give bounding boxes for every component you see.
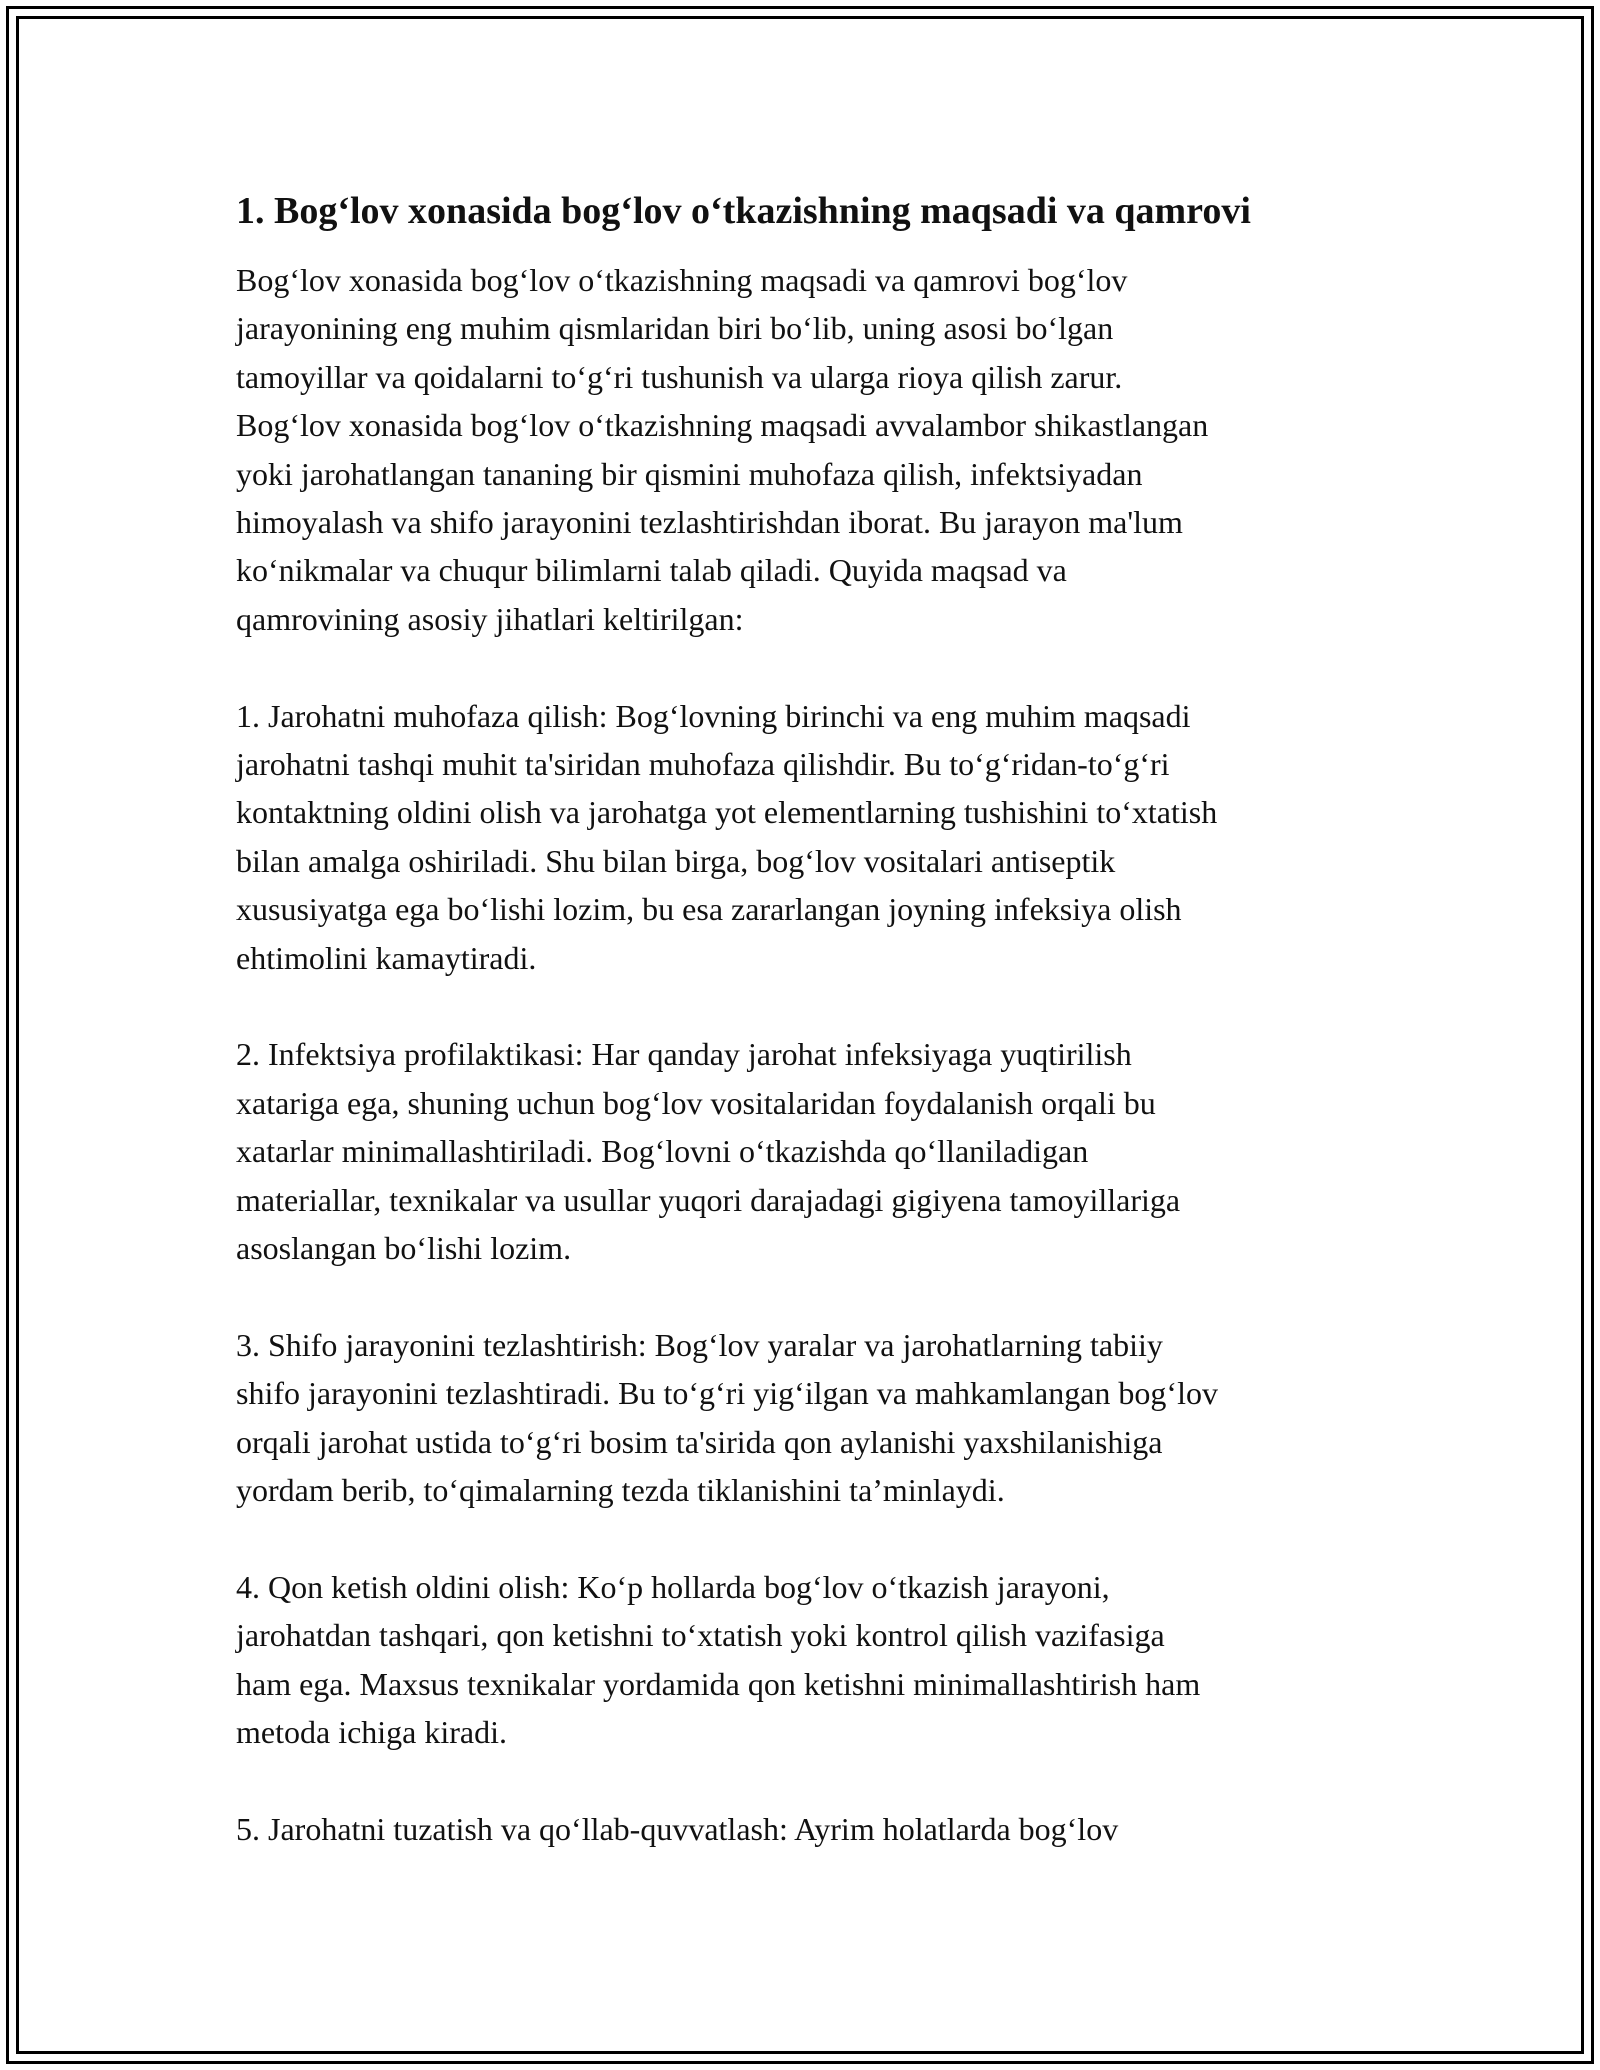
paragraph-gap: [236, 643, 1376, 691]
text-line: ko‘nikmalar va chuqur bilimlarni talab qiladi. Quyida maqsad va: [236, 552, 1067, 589]
paragraph-item-4: [236, 1563, 1376, 1757]
text-line: yoki jarohatlangan tananing bir qismini muhofaza qilish, infektsiyadan: [236, 455, 1143, 492]
text-line: 2. Infektsiya profilaktikasi: Har qanday jarohat infeksiyaga yuqtirilish: [236, 1036, 1132, 1073]
text-line: 1. Jarohatni muhofaza qilish: Bog‘lovning birinchi va eng muhim maqsadi: [236, 697, 1191, 734]
paragraph-item-5: [236, 1805, 1376, 1853]
document-body: [236, 186, 1376, 1853]
paragraph-item-2: [236, 1030, 1376, 1272]
text-line: materiallar, texnikalar va usullar yuqori darajadagi gigiyena tamoyillariga: [236, 1181, 1181, 1218]
text-line: Bog‘lov xonasida bog‘lov o‘tkazishning maqsadi avvalambor shikastlangan: [236, 407, 1209, 444]
paragraph-item-3: [236, 1321, 1376, 1515]
text-line: orqali jarohat ustida to‘g‘ri bosim ta'sirida qon aylanishi yaxshilanishiga: [236, 1423, 1163, 1460]
paragraph-gap: [236, 982, 1376, 1030]
text-line: jarayonining eng muhim qismlaridan biri bo‘lib, uning asosi bo‘lgan: [236, 310, 1114, 347]
text-line: 4. Qon ketish oldini olish: Ko‘p hollarda bog‘lov o‘tkazish jarayoni,: [236, 1568, 1110, 1605]
text-line: bilan amalga oshiriladi. Shu bilan birga, bog‘lov vositalari antiseptik: [236, 842, 1116, 879]
text-line: shifo jarayonini tezlashtiradi. Bu to‘g‘ri yig‘ilgan va mahkamlangan bog‘lov: [236, 1375, 1218, 1412]
text-line: himoyalash va shifo jarayonini tezlashtirishdan iborat. Bu jarayon ma'lum: [236, 504, 1183, 541]
text-line: jarohatni tashqi muhit ta'siridan muhofaza qilishdir. Bu to‘g‘ridan-to‘g‘ri: [236, 746, 1170, 783]
text-line: xususiyatga ega bo‘lishi lozim, bu esa zararlangan joyning infeksiya olish: [236, 891, 1182, 928]
text-line: qamrovining asosiy jihatlari keltirilgan:: [236, 600, 744, 637]
text-line: xatarlar minimallashtiriladi. Bog‘lovni o‘tkazishda qo‘llaniladigan: [236, 1133, 1089, 1170]
text-line: 5. Jarohatni tuzatish va qo‘llab-quvvatlash: Ayrim holatlarda bog‘lov: [236, 1810, 1119, 1847]
text-line: asoslangan bo‘lishi lozim.: [236, 1230, 572, 1267]
text-line: yordam berib, to‘qimalarning tezda tiklanishini ta’minlaydi.: [236, 1472, 1005, 1509]
paragraph-intro: [236, 256, 1376, 643]
text-line: ham ega. Maxsus texnikalar yordamida qon ketishni minimallashtirish ham: [236, 1665, 1201, 1702]
text-line: 3. Shifo jarayonini tezlashtirish: Bog‘lov yaralar va jarohatlarning tabiiy: [236, 1326, 1163, 1363]
text-line: Bog‘lov xonasida bog‘lov o‘tkazishning maqsadi va qamrovi bog‘lov: [236, 262, 1128, 298]
paragraph-gap: [236, 1757, 1376, 1805]
text-line: xatariga ega, shuning uchun bog‘lov vositalaridan foydalanish orqali bu: [236, 1084, 1156, 1121]
text-line: kontaktning oldini olish va jarohatga yot elementlarning tushishini to‘xtatish: [236, 794, 1218, 831]
paragraph-gap: [236, 1515, 1376, 1563]
text-line: metoda ichiga kiradi.: [236, 1714, 508, 1751]
text-line: tamoyillar va qoidalarni to‘g‘ri tushunish va ularga rioya qilish zarur.: [236, 358, 1123, 395]
section-title: 1. Bog‘lov xonasida bog‘lov o‘tkazishning maqsadi va qamrovi: [236, 190, 1251, 232]
text-line: jarohatdan tashqari, qon ketishni to‘xtatish yoki kontrol qilish vazifasiga: [236, 1617, 1165, 1654]
paragraph-item-1: [236, 692, 1376, 982]
text-line: ehtimolini kamaytiradi.: [236, 939, 537, 976]
paragraph-gap: [236, 1273, 1376, 1321]
